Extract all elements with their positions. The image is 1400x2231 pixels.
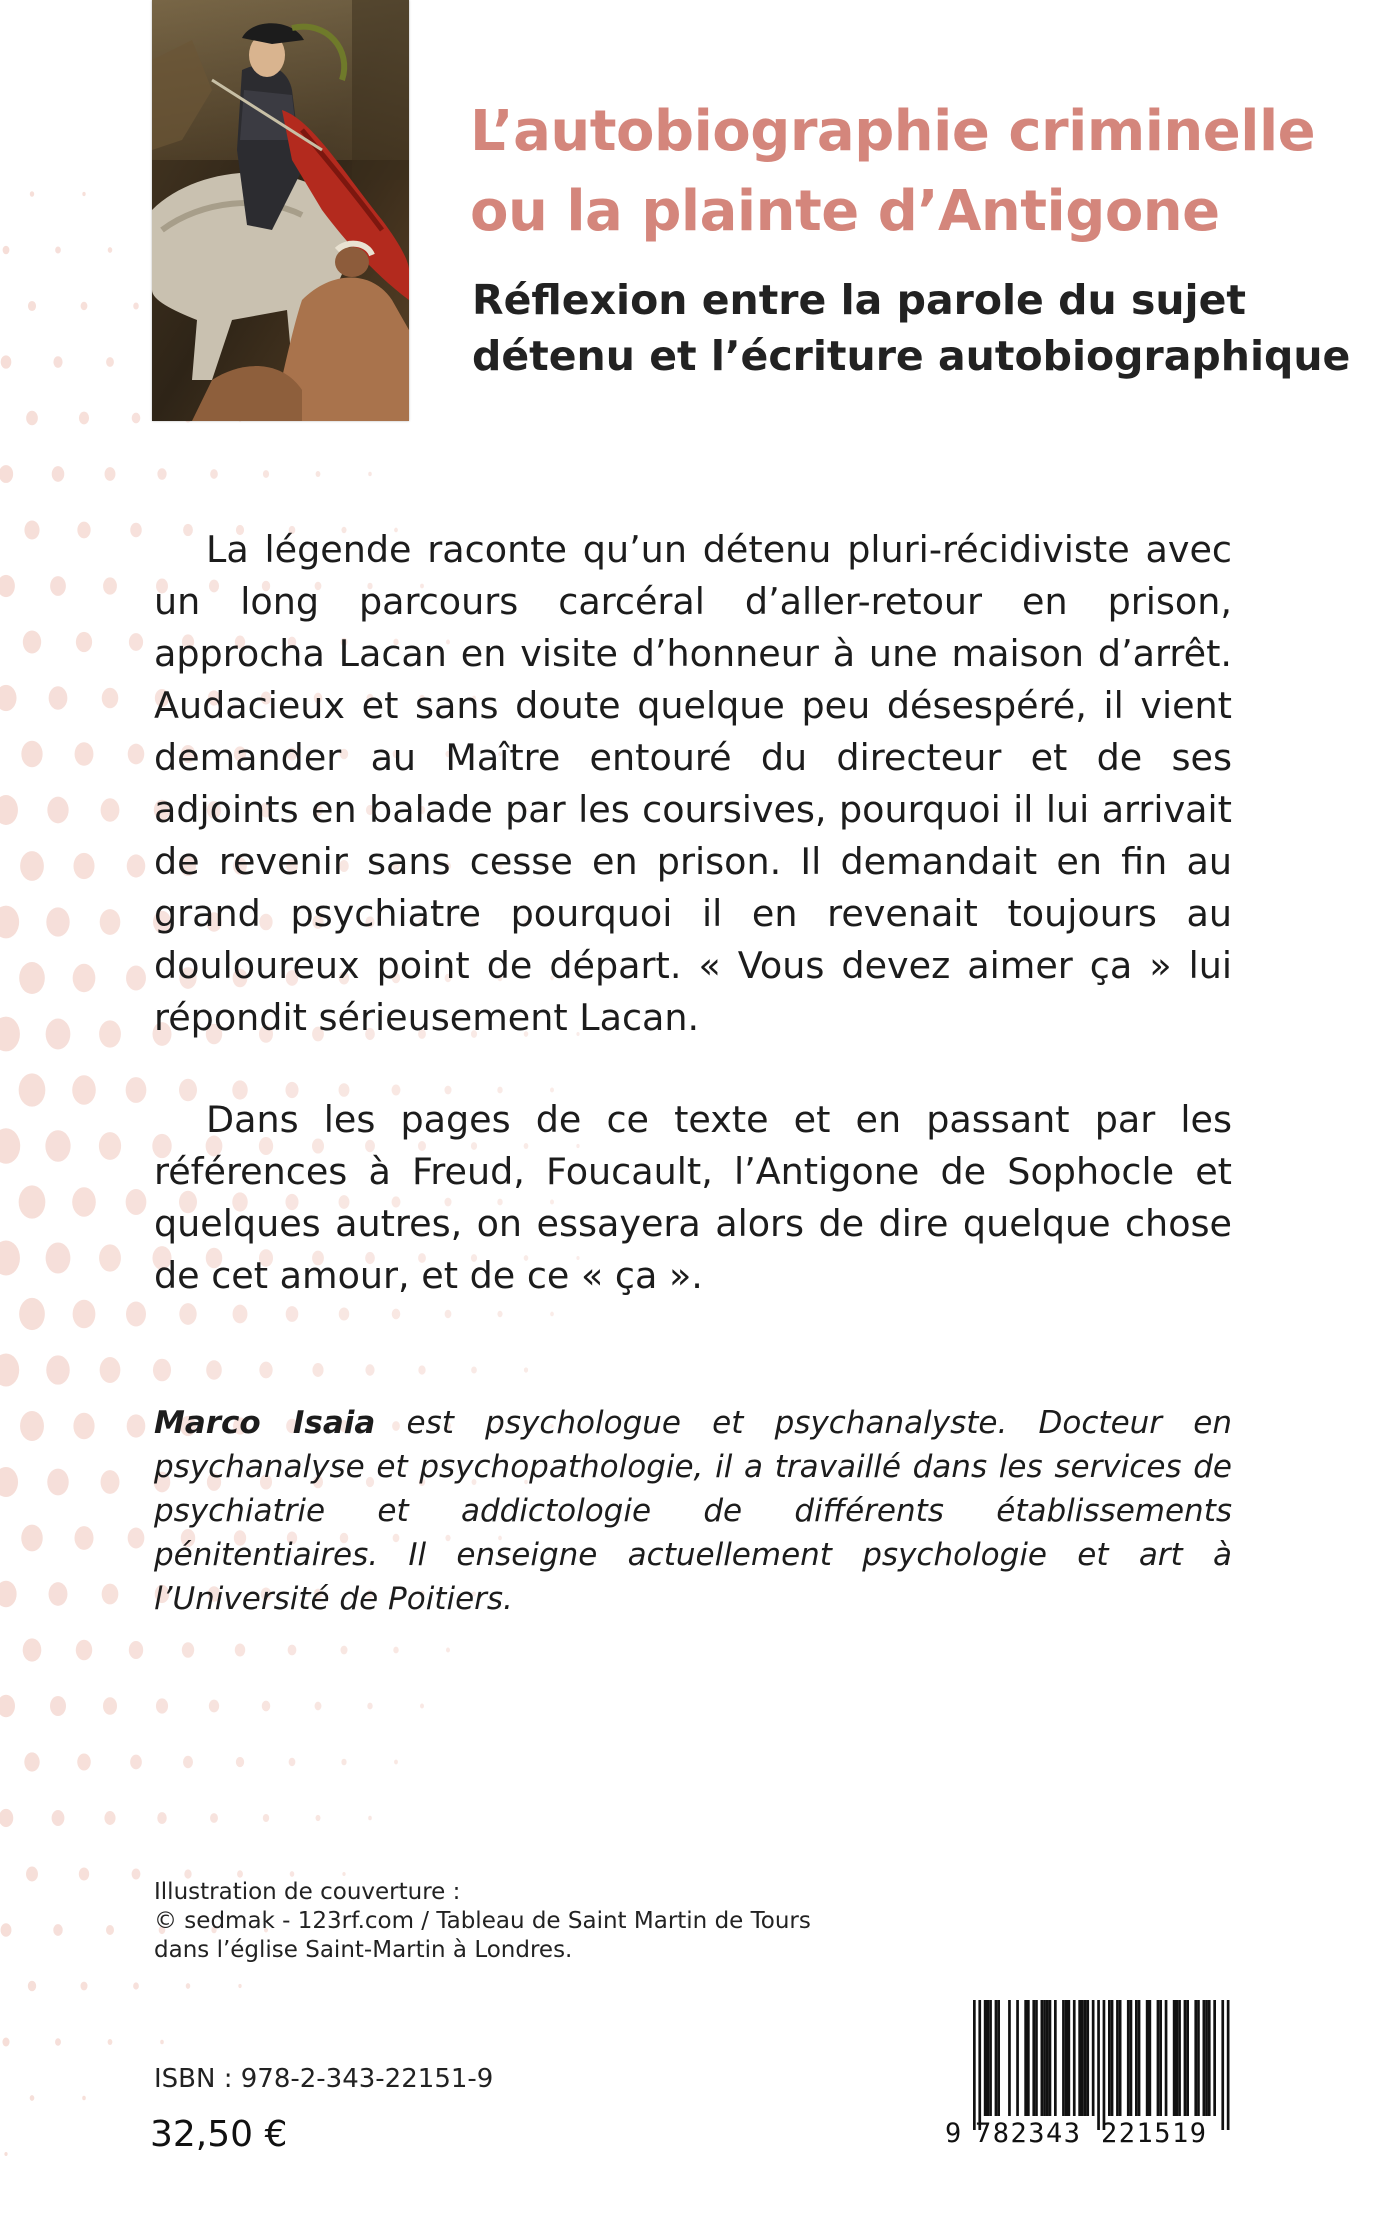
pattern-dot	[0, 575, 15, 597]
pattern-dot	[259, 1362, 272, 1379]
pattern-dot	[186, 1983, 191, 1989]
pattern-dot	[126, 1077, 147, 1103]
summary-text	[154, 524, 1232, 1302]
pattern-dot	[49, 1582, 68, 1606]
book-title-line1: L’autobiographie criminelle	[470, 99, 1316, 164]
barcode-bar	[1032, 2000, 1035, 2116]
barcode-bar	[989, 2000, 992, 2116]
barcode-bar	[1203, 2000, 1206, 2116]
pattern-dot	[23, 1638, 42, 1661]
pattern-dot	[129, 633, 143, 651]
pattern-dot	[289, 1758, 296, 1766]
pattern-dot	[367, 1703, 372, 1710]
pattern-dot	[339, 1307, 349, 1320]
pattern-dot	[55, 2038, 61, 2045]
pattern-dot	[133, 1982, 139, 1989]
pattern-dot	[128, 744, 145, 765]
pattern-dot	[0, 1809, 13, 1827]
pattern-dot	[99, 1244, 121, 1271]
book-subtitle	[472, 272, 1372, 384]
pattern-dot	[316, 471, 321, 477]
pattern-dot	[103, 1697, 117, 1715]
pattern-dot	[368, 472, 372, 476]
pattern-dot	[24, 1752, 39, 1771]
pattern-dot	[49, 686, 68, 709]
pattern-dot	[392, 1309, 401, 1320]
pattern-dot	[46, 907, 69, 936]
summary-paragraph-2: Dans les pages de ce texte et en passant par les références à Freud, Foucault, l’Antigone de Sophocle et quelques autres, on essayera alors de dire quelque chose de cet amour, et de ce « ça ».	[154, 1098, 1232, 1297]
barcode-bar	[1024, 2000, 1027, 2116]
pattern-dot	[72, 1187, 96, 1217]
pattern-dot	[210, 469, 218, 479]
pattern-dot	[288, 1645, 297, 1656]
pattern-dot	[99, 1132, 121, 1160]
pattern-dot	[263, 1814, 269, 1822]
book-subtitle-line1: Réflexion entre la parole du sujet	[472, 276, 1246, 324]
barcode-bar	[1127, 2000, 1130, 2116]
pattern-dot	[79, 412, 89, 425]
credits-line-2: © sedmak - 123rf.com / Tableau de Saint Martin de Tours	[154, 1908, 811, 1934]
pattern-dot	[50, 1696, 66, 1716]
barcode-bar	[1043, 2000, 1046, 2116]
pattern-dot	[497, 1311, 502, 1317]
pattern-dot	[19, 1185, 46, 1218]
pattern-dot	[19, 1298, 45, 1330]
pattern-dot	[20, 851, 44, 881]
pattern-dot	[106, 1925, 114, 1935]
pattern-dot	[0, 1467, 18, 1497]
pattern-dot	[82, 192, 85, 196]
pattern-dot	[210, 1813, 218, 1823]
pattern-dot	[30, 2095, 35, 2101]
barcode-group-1: 782343	[975, 2118, 1082, 2149]
pattern-dot	[77, 1754, 91, 1771]
barcode-bar	[1108, 2000, 1111, 2116]
pattern-dot	[127, 854, 146, 877]
book-title	[470, 92, 1370, 252]
pattern-dot	[420, 1703, 424, 1708]
pattern-dot	[104, 1811, 115, 1825]
pattern-dot	[0, 1581, 17, 1608]
barcode-bar	[1111, 2000, 1114, 2116]
barcode-bar	[1086, 2000, 1089, 2116]
pattern-dot	[55, 246, 61, 253]
pattern-dot	[315, 1702, 322, 1711]
pattern-dot	[26, 1867, 38, 1882]
author-bio	[154, 1401, 1232, 1621]
barcode-bar	[1194, 2000, 1197, 2116]
pattern-dot	[237, 1870, 243, 1877]
pattern-dot	[75, 742, 94, 766]
pattern-dot	[126, 1301, 146, 1326]
barcode-bar	[1084, 2000, 1087, 2116]
pattern-dot	[47, 797, 68, 824]
barcode-bar	[973, 2000, 976, 2130]
barcode-bar	[1176, 2000, 1179, 2116]
pattern-dot	[108, 247, 113, 253]
pattern-dot	[127, 1414, 146, 1437]
pattern-dot	[235, 1643, 245, 1656]
pattern-dot	[126, 966, 146, 991]
barcode-bar	[1097, 2000, 1100, 2130]
barcode-bar	[987, 2000, 990, 2116]
credits-line-3: dans l’église Saint-Martin à Londres.	[154, 1937, 573, 1963]
pattern-dot	[52, 466, 65, 482]
pattern-dot	[101, 1470, 120, 1494]
pattern-dot	[1, 355, 12, 368]
barcode-bar	[1208, 2000, 1211, 2116]
pattern-dot	[76, 1640, 92, 1661]
barcode-bar	[1092, 2000, 1095, 2116]
pattern-dot	[76, 632, 92, 652]
barcode-bar	[984, 2000, 987, 2116]
pattern-dot	[74, 1526, 93, 1550]
pattern-dot	[238, 1984, 241, 1988]
barcode-bar	[1008, 2000, 1011, 2116]
book-subtitle-line2: détenu et l’écriture autobiographique	[472, 332, 1351, 380]
pattern-dot	[20, 1411, 44, 1441]
pattern-dot	[157, 1812, 166, 1824]
barcode-bar	[995, 2000, 998, 2116]
pattern-dot	[524, 1367, 528, 1372]
barcode-bar	[978, 2000, 981, 2130]
barcode-bar	[1062, 2000, 1065, 2116]
barcode-bar	[1130, 2000, 1133, 2116]
pattern-dot	[233, 1305, 248, 1324]
pattern-dot	[46, 1355, 69, 1384]
pattern-dot	[108, 2039, 113, 2045]
pattern-dot	[4, 2152, 7, 2156]
pattern-dot	[102, 688, 118, 709]
pattern-dot	[133, 303, 139, 310]
pattern-dot	[132, 1868, 141, 1879]
pattern-dot	[82, 2096, 86, 2101]
pattern-dot	[24, 521, 39, 540]
pattern-dot	[0, 906, 19, 939]
pattern-dot	[312, 1363, 323, 1377]
pattern-dot	[100, 909, 121, 935]
pattern-dot	[19, 962, 45, 994]
pattern-dot	[73, 1413, 94, 1440]
barcode-bar	[1103, 2000, 1106, 2130]
barcode-bar	[1227, 2000, 1230, 2130]
pattern-dot	[28, 301, 36, 311]
barcode-bar	[1054, 2000, 1057, 2116]
pattern-dot	[550, 1312, 554, 1317]
barcode-bar	[1027, 2000, 1030, 2116]
pattern-dot	[105, 467, 116, 481]
pattern-dot	[263, 470, 269, 478]
pattern-dot	[3, 246, 10, 255]
barcode-bar	[1081, 2000, 1084, 2116]
pattern-dot	[106, 357, 114, 367]
pattern-dot	[101, 798, 120, 822]
pattern-dot	[0, 1017, 20, 1052]
barcode-bar	[1213, 2000, 1216, 2116]
pattern-dot	[341, 1646, 348, 1655]
pattern-dot	[0, 685, 17, 711]
pattern-dot	[365, 1364, 374, 1375]
pattern-dot	[183, 1756, 193, 1768]
pattern-dot	[46, 1242, 71, 1273]
pattern-dot	[81, 302, 88, 311]
pattern-dot	[446, 1647, 450, 1652]
pattern-dot	[209, 1700, 219, 1713]
pattern-dot	[130, 1755, 142, 1770]
pattern-dot	[129, 1641, 143, 1659]
barcode-bar	[1146, 2000, 1149, 2116]
pattern-dot	[128, 1528, 145, 1549]
author-name: Marco Isaia	[154, 1405, 376, 1441]
pattern-dot	[471, 1366, 477, 1373]
pattern-dot	[1, 1923, 12, 1937]
pattern-dot	[99, 1020, 121, 1047]
pattern-dot	[262, 1701, 271, 1712]
summary-paragraph-1: La légende raconte qu’un détenu pluri-récidiviste avec un long parcours carcéral d’aller-retour en prison, approcha Lacan en visite d’honneur à une maison d’arrêt. Audacieux et sans doute quelque peu désespéré, il vient demander au Maître entouré du directeur et de ses adjoints en balade par les coursives, pourquoi il lui arrivait de revenir sans cesse en prison. Il demandait en fin au grand psychiatre pourquoi il en revenait toujours au douloureux point de départ. « Vous devez aimer ça » lui répondit sérieusement Lacan.	[154, 528, 1232, 1039]
illustration-credits	[154, 1878, 914, 1965]
pattern-dot	[126, 1189, 147, 1215]
pattern-dot	[0, 465, 13, 483]
pattern-dot	[0, 1241, 20, 1276]
isbn-label: ISBN : 978-2-343-22151-9	[154, 2064, 494, 2094]
pattern-dot	[341, 1759, 346, 1766]
pattern-dot	[100, 1357, 121, 1383]
pattern-dot	[53, 1924, 62, 1936]
barcode-bar	[1016, 2000, 1019, 2116]
pattern-dot	[0, 795, 18, 825]
barcode-bar	[1035, 2000, 1038, 2116]
pattern-dot	[73, 964, 96, 992]
pattern-dot	[47, 1469, 68, 1496]
barcode-bar	[1049, 2000, 1052, 2116]
barcode-bar	[1138, 2000, 1141, 2116]
pattern-dot	[157, 468, 166, 480]
barcode-group-2: 221519	[1101, 2118, 1208, 2149]
pattern-dot	[368, 1816, 372, 1821]
pattern-dot	[160, 2040, 164, 2045]
price-label: 32,50 €	[150, 2114, 288, 2155]
pattern-dot	[0, 1354, 19, 1387]
pattern-dot	[72, 1075, 96, 1104]
barcode-bar	[1197, 2000, 1200, 2116]
pattern-dot	[179, 1303, 196, 1325]
barcode-bar	[1068, 2000, 1071, 2116]
pattern-dot	[316, 1815, 321, 1821]
pattern-dot	[290, 1871, 295, 1877]
barcode-bar	[1159, 2000, 1162, 2116]
pattern-dot	[153, 1359, 171, 1382]
barcode-bar	[1149, 2000, 1152, 2116]
pattern-dot	[2, 2038, 9, 2047]
barcode-bar	[997, 2000, 1000, 2116]
pattern-dot	[53, 356, 62, 367]
pattern-dot	[30, 191, 34, 196]
pattern-dot	[26, 411, 38, 426]
barcode-bar	[1046, 2000, 1049, 2116]
barcode-bar	[1221, 2000, 1224, 2130]
barcode-bar	[1078, 2000, 1081, 2116]
barcode-bar	[1116, 2000, 1119, 2116]
pattern-dot	[103, 577, 117, 594]
pattern-dot	[445, 1310, 452, 1318]
barcode-bar	[1157, 2000, 1160, 2116]
pattern-dot	[182, 1642, 194, 1657]
barcode-bar	[1178, 2000, 1181, 2116]
pattern-dot	[77, 522, 90, 539]
barcode-bar	[1184, 2000, 1187, 2116]
pattern-dot	[80, 1982, 87, 1991]
pattern-dot	[0, 1695, 15, 1718]
barcode-bar	[1073, 2000, 1076, 2116]
cover-painting	[152, 0, 409, 421]
pattern-dot	[130, 523, 142, 537]
barcode-bar	[1135, 2000, 1138, 2116]
pattern-dot	[236, 1757, 244, 1767]
book-title-line2: ou la plainte d’Antigone	[470, 179, 1220, 244]
pattern-dot	[73, 853, 94, 879]
pattern-dot	[286, 1306, 299, 1322]
barcode-bar	[1041, 2000, 1044, 2116]
barcode-bar	[1173, 2000, 1176, 2116]
pattern-dot	[394, 1760, 398, 1765]
barcode-bar	[1186, 2000, 1189, 2116]
barcode-bar	[1165, 2000, 1168, 2116]
pattern-dot	[393, 1647, 398, 1654]
barcode-bar	[1205, 2000, 1208, 2116]
pattern-dot	[28, 1981, 36, 1991]
pattern-dot	[79, 1868, 89, 1881]
credits-line-1: Illustration de couverture :	[154, 1879, 461, 1905]
pattern-dot	[418, 1365, 425, 1374]
pattern-dot	[21, 1525, 42, 1552]
pattern-dot	[23, 631, 41, 654]
pattern-dot	[156, 1698, 168, 1713]
pattern-dot	[52, 1810, 65, 1826]
pattern-dot	[50, 576, 66, 596]
pattern-dot	[132, 413, 141, 424]
pattern-dot	[73, 1300, 96, 1328]
pattern-dot	[0, 1128, 20, 1164]
barcode-bar	[1119, 2000, 1122, 2116]
pattern-dot	[19, 1073, 46, 1106]
pattern-dot	[21, 741, 42, 768]
barcode-bar	[1065, 2000, 1068, 2116]
pattern-dot	[206, 1360, 222, 1380]
pattern-dot	[102, 1584, 119, 1605]
pattern-dot	[45, 1130, 70, 1162]
pattern-dot	[342, 1872, 345, 1876]
pattern-dot	[46, 1019, 71, 1050]
author-bio-text: est psychologue et psychanalyste. Docteur en psychanalyse et psychopathologie, il a travaillé dans les services de psychiatrie et addictologie de différents établissements pénitentiaires. Il enseigne actuellement psychologie et art à l’Université de Poitiers.	[154, 1405, 1232, 1617]
barcode-lead-digit: 9	[945, 2118, 962, 2149]
isbn-barcode	[945, 1990, 1245, 2162]
